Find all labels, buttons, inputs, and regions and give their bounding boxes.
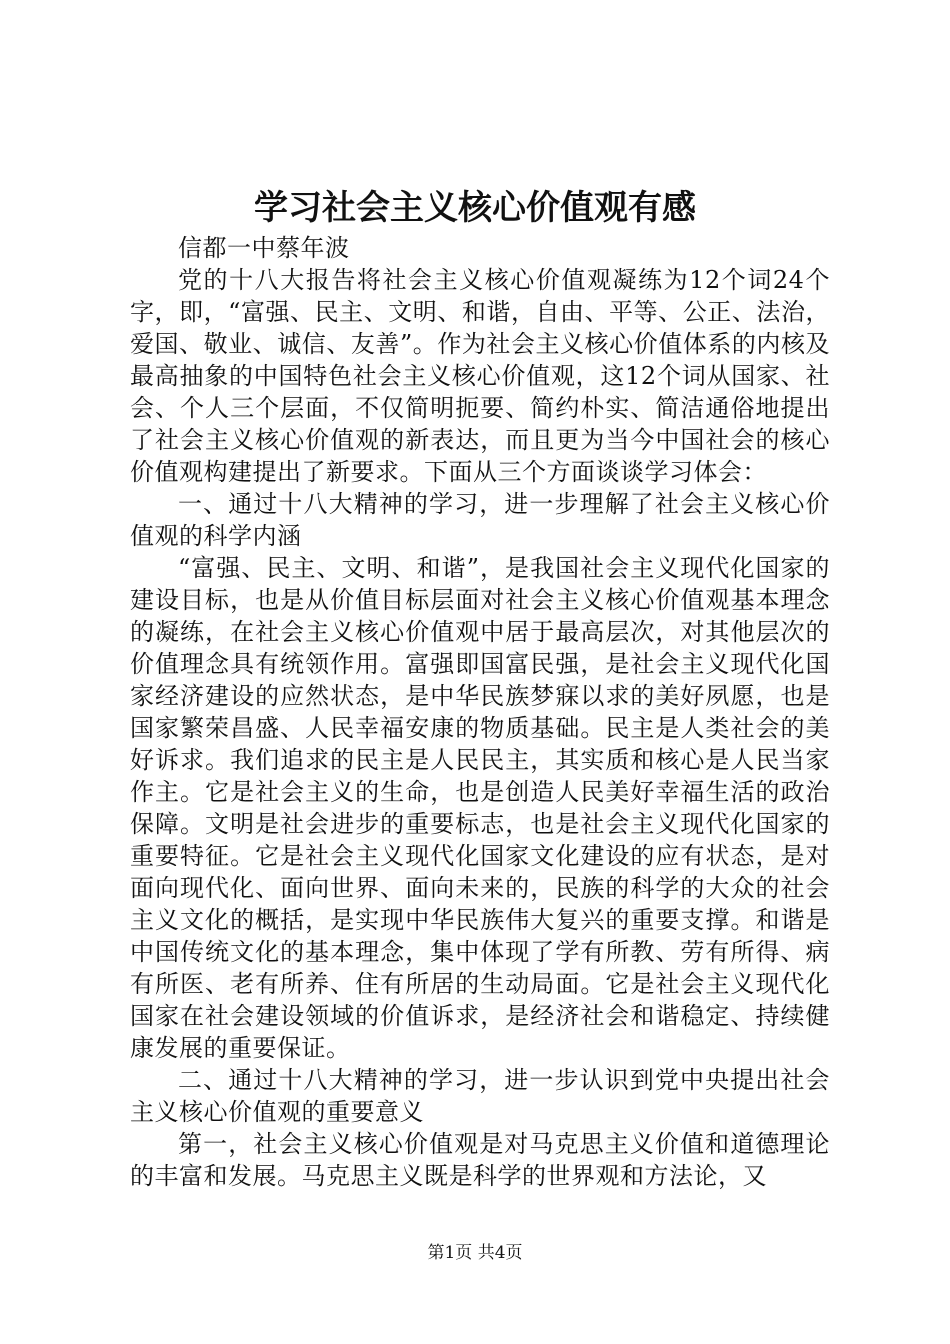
paragraph-section-1: “富强、民主、文明、和谐”，是我国社会主义现代化国家的建设目标，也是从价值目标层面对社会主义核心价值观基本理念的凝练，在社会主义核心价值观中居于最高层次，对其他层次的价值理念具有统领作用。富强即国富民强，是社会主义现代化国家经济建设的应然状态，是中华民族梦寐以求的美好夙愿，也是国家繁荣昌盛、人民幸福安康的物质基础。民主是人类社会的美好诉求。我们追求的民主是人民民主，其实质和核心是人民当家作主。它是社会主义的生命，也是创造人民美好幸福生活的政治保障。文明是社会进步的重要标志，也是社会主义现代化国家的重要特征。它是社会主义现代化国家文化建设的应有状态，是对面向现代化、面向世界、面向未来的，民族的科学的大众的社会主义文化的概括，是实现中华民族伟大复兴的重要支撑。和谐是中国传统文化的基本理念，集中体现了学有所教、劳有所得、病有所医、老有所养、住有所居的生动局面。它是社会主义现代化国家在社会建设领域的价值诉求，是经济社会和谐稳定、持续健康发展的重要保证。	[130, 554, 830, 1062]
author-line: 信都一中蔡年波	[178, 234, 350, 262]
document-body	[130, 232, 830, 1192]
section-heading-1: 一、通过十八大精神的学习，进一步理解了社会主义核心价值观的科学内涵	[130, 490, 830, 550]
page-number-footer: 第1页 共4页	[427, 1243, 523, 1263]
section-heading-2: 二、通过十八大精神的学习，进一步认识到党中央提出社会主义核心价值观的重要意义	[130, 1066, 830, 1126]
paragraph-intro: 党的十八大报告将社会主义核心价值观凝练为12个词24个字，即，“富强、民主、文明、和谐，自由、平等、公正、法治，爱国、敬业、诚信、友善”。作为社会主义核心价值体系的内核及最高抽象的中国特色社会主义核心价值观，这12个词从国家、社会、个人三个层面，不仅简明扼要、简约朴实、简洁通俗地提出了社会主义核心价值观的新表达，而且更为当今中国社会的核心价值观构建提出了新要求。下面从三个方面谈谈学习体会：	[130, 266, 830, 486]
document-title: 学习社会主义核心价值观有感	[254, 188, 696, 228]
paragraph-section-2: 第一，社会主义核心价值观是对马克思主义价值和道德理论的丰富和发展。马克思主义既是科学的世界观和方法论，又	[130, 1130, 830, 1190]
